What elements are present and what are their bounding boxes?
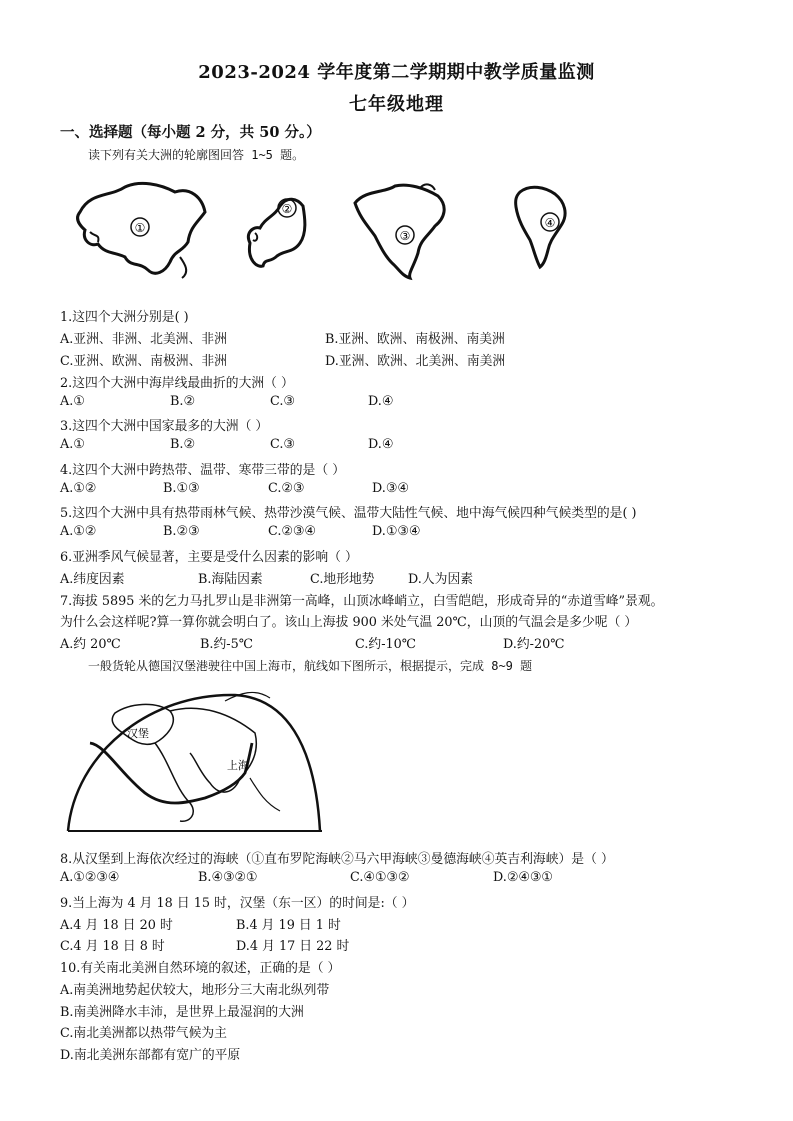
q5-option-b: B.②③ [163,524,200,539]
question-7-stem: 7.海拔 5895 米的乞力马扎罗山是非洲第一高峰，山顶冰峰峭立，白雪皑皑，形成奇异的“赤道雪峰”景观。 [60,594,664,609]
q10-option-a: A.南美洲地势起伏较大，地形分三大南北纵列带 [60,983,330,998]
q6-option-b: B.海陆因素 [198,572,263,587]
question-10-stem: 10.有关南北美洲自然环境的叙述，正确的是（ ） [60,961,341,976]
question-3-stem: 3.这四个大洲中国家最多的大洲（ ） [60,419,269,434]
q2-option-a: A.① [60,394,85,409]
q9-option-a: A.4 月 18 日 20 时 [60,918,173,933]
q2-option-b: B.② [170,394,195,409]
q1-option-b: B.亚洲、欧洲、南极洲、南美洲 [325,332,505,347]
question-5-stem: 5.这四个大洲中具有热带雨林气候、热带沙漠气候、温带大陆性气候、地中海气候四种气候类型的是( ) [60,506,637,521]
continent-label-3: ③ [399,229,411,243]
q7-option-b: B.约-5℃ [200,637,254,652]
q9-option-b: B.4 月 19 日 1 时 [236,918,341,933]
q3-option-a: A.① [60,437,85,452]
q3-option-d: D.④ [368,437,394,452]
q8-option-b: B.④③②① [198,870,258,885]
section-heading: 一、选择题（每小题 2 分，共 50 分。） [60,124,321,141]
question-7-stem-cont: 为什么会这样呢?算一算你就会明白了。该山上海拔 900 米处气温 20℃，山顶的气温会是多少呢（ ） [60,615,638,630]
q5-option-d: D.①③④ [372,524,421,539]
q6-option-d: D.人为因素 [408,572,474,587]
question-8-stem: 8.从汉堡到上海依次经过的海峡（①直布罗陀海峡②马六甲海峡③曼德海峡④英吉利海峡）是（ ） [60,852,614,867]
q7-option-d: D.约-20℃ [503,637,565,652]
q4-option-a: A.①② [60,481,97,496]
continent-label-4: ④ [544,216,556,230]
q4-option-c: C.②③ [268,481,305,496]
q7-option-a: A.约 20℃ [60,637,121,652]
intro-text-1: 读下列有关大洲的轮廓图回答 1~5 题。 [88,148,305,162]
shipping-route-map [60,683,325,833]
route-city-hamburg: 汉堡 [127,727,149,740]
q8-option-a: A.①②③④ [60,870,120,885]
continent-label-1: ① [134,221,146,235]
q1-option-d: D.亚洲、欧洲、北美洲、南美洲 [325,354,506,369]
question-6-stem: 6.亚洲季风气候显著，主要是受什么因素的影响（ ） [60,550,358,565]
q10-option-d: D.南北美洲东部都有宽广的平原 [60,1048,241,1063]
q9-option-d: D.4 月 17 日 22 时 [236,939,350,954]
q3-option-b: B.② [170,437,195,452]
question-4-stem: 4.这四个大洲中跨热带、温带、寒带三带的是（ ） [60,463,346,478]
continent-map-south-america [510,182,570,272]
route-city-shanghai: 上海 [227,759,249,772]
continent-map-asia [70,172,210,287]
exam-subject: 七年级地理 [349,94,444,115]
question-1-stem: 1.这四个大洲分别是( ) [60,310,189,325]
q5-option-a: A.①② [60,524,97,539]
q2-option-d: D.④ [368,394,394,409]
q7-option-c: C.约-10℃ [355,637,417,652]
continent-map-europe [235,188,310,273]
q1-option-c: C.亚洲、欧洲、南极洲、非洲 [60,354,227,369]
q10-option-b: B.南美洲降水丰沛，是世界上最湿润的大洲 [60,1005,304,1020]
q5-option-c: C.②③④ [268,524,316,539]
q6-option-c: C.地形地势 [310,572,375,587]
q3-option-c: C.③ [270,437,295,452]
q8-option-c: C.④①③② [350,870,410,885]
q9-option-c: C.4 月 18 日 8 时 [60,939,165,954]
continent-map-north-america [350,178,455,283]
q4-option-b: B.①③ [163,481,200,496]
q6-option-a: A.纬度因素 [60,572,125,587]
q4-option-d: D.③④ [372,481,409,496]
continent-label-2: ② [281,202,293,216]
q8-option-d: D.②④③① [493,870,553,885]
q2-option-c: C.③ [270,394,295,409]
intro-text-2: 一般货轮从德国汉堡港驶往中国上海市，航线如下图所示，根据提示，完成 8~9 题 [88,659,533,673]
q1-option-a: A.亚洲、非洲、北美洲、非洲 [60,332,227,347]
question-2-stem: 2.这四个大洲中海岸线最曲折的大洲（ ） [60,376,294,391]
question-9-stem: 9.当上海为 4 月 18 日 15 时，汉堡（东一区）的时间是:（ ） [60,896,415,911]
exam-title: 2023-2024 学年度第二学期期中教学质量监测 [198,62,595,83]
q10-option-c: C.南北美洲都以热带气候为主 [60,1026,227,1041]
